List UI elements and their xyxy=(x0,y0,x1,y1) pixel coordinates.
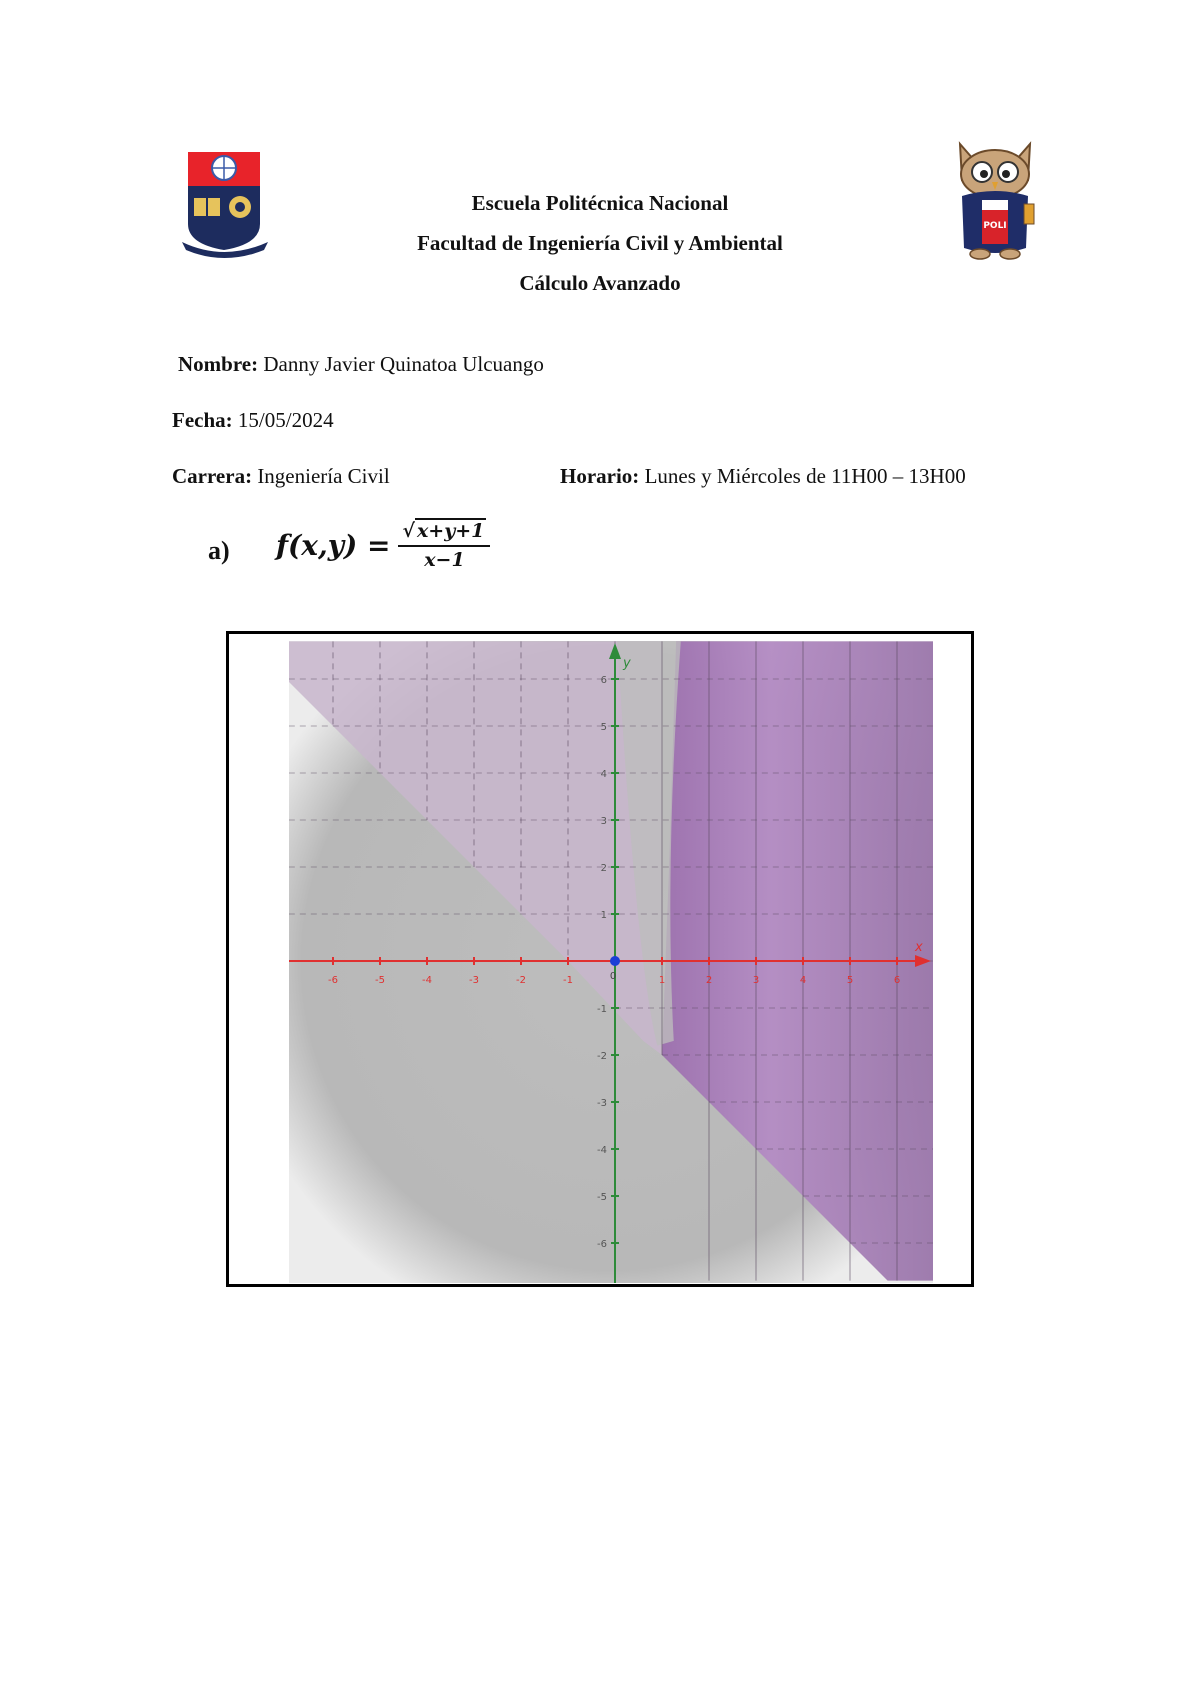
formula-lhs: f(x,y) = xyxy=(276,529,391,562)
name-value: Danny Javier Quinatoa Ulcuango xyxy=(263,352,544,376)
formula-radicand: x+y+1 xyxy=(416,520,485,542)
schedule-value: Lunes y Miércoles de 11H00 – 13H00 xyxy=(644,464,966,488)
origin-label: 0 xyxy=(609,971,617,982)
date-label: Fecha: xyxy=(172,408,233,432)
y-tick-label: 4 xyxy=(600,769,607,780)
career-field xyxy=(172,464,390,489)
y-tick-label: -4 xyxy=(597,1145,607,1156)
formula-fraction xyxy=(398,520,490,571)
date-value: 15/05/2024 xyxy=(237,408,334,432)
career-value: Ingeniería Civil xyxy=(257,464,390,488)
document-header xyxy=(300,183,900,303)
x-tick-label: -2 xyxy=(516,975,526,986)
x-tick-label: 1 xyxy=(658,975,666,986)
x-tick-label: 2 xyxy=(705,975,713,986)
y-tick-label: 3 xyxy=(600,816,607,827)
y-tick-label: -2 xyxy=(597,1051,607,1062)
institution-name: Escuela Politécnica Nacional xyxy=(471,191,729,215)
faculty-name: Facultad de Ingeniería Civil y Ambiental xyxy=(417,231,783,255)
y-axis-label: y xyxy=(623,656,631,671)
function-formula xyxy=(276,520,490,571)
y-tick-label: -5 xyxy=(597,1192,607,1203)
y-tick-label: 2 xyxy=(600,863,607,874)
x-tick-label: -6 xyxy=(328,975,338,986)
name-field xyxy=(178,352,544,377)
x-tick-label: 6 xyxy=(893,975,901,986)
name-label: Nombre: xyxy=(178,352,259,376)
career-label: Carrera: xyxy=(172,464,253,488)
schedule-field xyxy=(560,464,966,489)
y-tick-label: 5 xyxy=(600,722,607,733)
x-tick-label: 3 xyxy=(752,975,760,986)
exercise-label: a) xyxy=(208,536,230,565)
x-tick-label: 4 xyxy=(799,975,807,986)
formula-numerator: √ x+y+1 xyxy=(398,520,490,547)
schedule-label: Horario: xyxy=(560,464,640,488)
y-tick-label: -3 xyxy=(597,1098,607,1109)
origin-point xyxy=(610,956,620,966)
x-tick-label: -4 xyxy=(422,975,432,986)
course-name: Cálculo Avanzado xyxy=(519,271,681,295)
domain-graph xyxy=(289,641,933,1283)
x-axis-label: x xyxy=(915,940,923,955)
formula-denominator: x−1 xyxy=(424,549,465,571)
x-tick-label: -1 xyxy=(563,975,573,986)
x-tick-label: -5 xyxy=(375,975,385,986)
domain-graph-frame xyxy=(226,631,974,1287)
x-tick-label: 5 xyxy=(846,975,854,986)
mascot-text: POLI xyxy=(983,221,1007,231)
y-tick-label: -6 xyxy=(597,1239,607,1250)
x-tick-label: -3 xyxy=(469,975,479,986)
epn-crest-icon xyxy=(180,150,272,262)
poli-owl-mascot-icon xyxy=(952,140,1038,262)
y-tick-label: 1 xyxy=(600,910,607,921)
y-tick-label: -1 xyxy=(597,1004,607,1015)
y-tick-label: 6 xyxy=(600,675,607,686)
date-field xyxy=(172,408,334,433)
